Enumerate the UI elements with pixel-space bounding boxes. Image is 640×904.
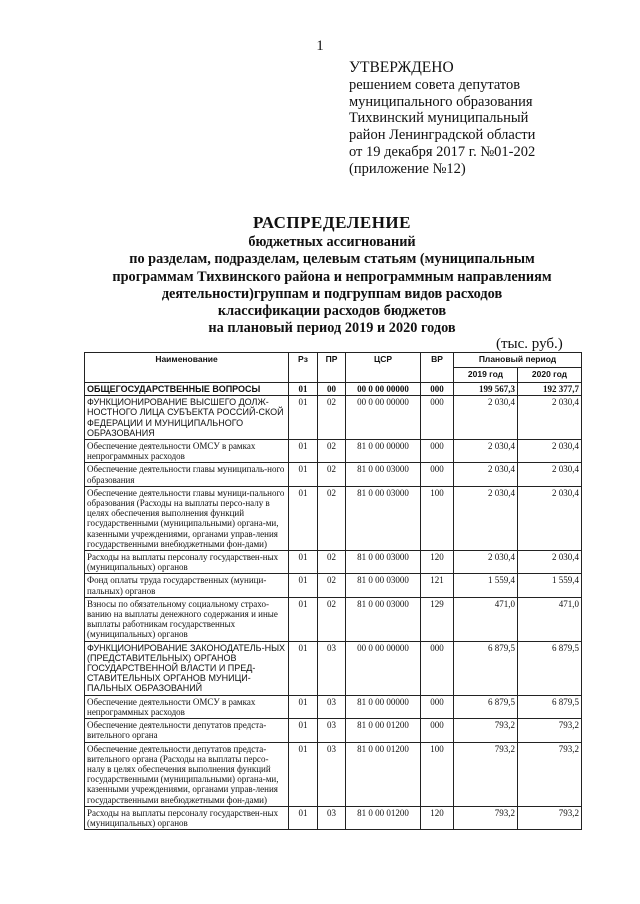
row-amount-2020: 6 879,5 — [518, 695, 582, 718]
row-vr: 000 — [421, 641, 454, 695]
row-csr: 81 0 00 03000 — [346, 486, 421, 550]
row-rz: 01 — [289, 597, 318, 641]
page-number: 1 — [316, 38, 324, 54]
row-amount-2019: 793,2 — [454, 719, 518, 742]
row-rz: 01 — [289, 463, 318, 486]
row-vr: 000 — [421, 695, 454, 718]
row-pr: 02 — [318, 574, 346, 597]
approval-line: район Ленинградской области — [349, 127, 536, 144]
row-name: Обеспечение деятельности главы муниципаль-ного образования — [85, 463, 289, 486]
row-amount-2019: 2 030,4 — [454, 440, 518, 463]
row-rz: 01 — [289, 641, 318, 695]
row-rz: 01 — [289, 695, 318, 718]
row-rz: 01 — [289, 383, 318, 396]
row-amount-2019: 2 030,4 — [454, 463, 518, 486]
row-vr: 129 — [421, 597, 454, 641]
row-csr: 00 0 00 00000 — [346, 641, 421, 695]
row-pr: 02 — [318, 551, 346, 574]
row-rz: 01 — [289, 719, 318, 742]
table-row — [85, 742, 582, 806]
row-pr: 02 — [318, 463, 346, 486]
row-amount-2020: 2 030,4 — [518, 463, 582, 486]
row-csr: 81 0 00 03000 — [346, 574, 421, 597]
row-amount-2019: 471,0 — [454, 597, 518, 641]
row-rz: 01 — [289, 396, 318, 440]
row-vr: 120 — [421, 806, 454, 829]
row-csr: 81 0 00 03000 — [346, 463, 421, 486]
row-pr: 02 — [318, 597, 346, 641]
header-csr: ЦСР — [346, 353, 421, 383]
header-2020: 2020 год — [518, 368, 582, 383]
row-name: Расходы на выплаты персоналу государствен-ных (муниципальных) органов — [85, 551, 289, 574]
heading-line: деятельности)группам и подгруппам видов расходов — [161, 285, 503, 302]
row-vr: 100 — [421, 742, 454, 806]
table-row — [85, 551, 582, 574]
row-amount-2019: 793,2 — [454, 806, 518, 829]
row-amount-2020: 2 030,4 — [518, 396, 582, 440]
table-row — [85, 719, 582, 742]
row-rz: 01 — [289, 574, 318, 597]
heading-line: программам Тихвинского района и непрограммным направлениям — [112, 268, 552, 285]
header-planned-period: Плановый период — [454, 353, 582, 368]
row-name: Обеспечение деятельности главы муници-пального образования (Расходы на выплаты персо-налу в целях обеспечения выполнения функций государственными (муниципальными) органа-ми, казенными учреждениями, органами управ-ления государственными внебюджетными фон-дами) — [85, 486, 289, 550]
row-pr: 03 — [318, 742, 346, 806]
approval-line: от 19 декабря 2017 г. №01-202 — [349, 143, 536, 160]
row-vr: 000 — [421, 396, 454, 440]
row-amount-2019: 6 879,5 — [454, 695, 518, 718]
row-rz: 01 — [289, 806, 318, 829]
approval-line: Тихвинский муниципальный — [349, 110, 529, 127]
row-amount-2020: 793,2 — [518, 719, 582, 742]
document-title: РАСПРЕДЕЛЕНИЕ — [253, 213, 411, 232]
approval-line: (приложение №12) — [349, 160, 466, 177]
row-pr: 00 — [318, 383, 346, 396]
row-name: Обеспечение деятельности депутатов предста-вительного органа — [85, 719, 289, 742]
row-amount-2020: 2 030,4 — [518, 440, 582, 463]
table-row — [85, 440, 582, 463]
row-name: Взносы по обязательному социальному страхо-ванию на выплаты денежного содержания и иные выплаты работникам государственных (муниципальных) органов — [85, 597, 289, 641]
row-csr: 00 0 00 00000 — [346, 396, 421, 440]
header-2019: 2019 год — [454, 368, 518, 383]
row-amount-2020: 1 559,4 — [518, 574, 582, 597]
row-csr: 81 0 00 00000 — [346, 695, 421, 718]
row-vr: 121 — [421, 574, 454, 597]
document-heading — [92, 213, 572, 338]
table-row — [85, 396, 582, 440]
row-vr: 000 — [421, 719, 454, 742]
row-pr: 02 — [318, 396, 346, 440]
row-csr: 81 0 00 03000 — [346, 597, 421, 641]
table-row — [85, 641, 582, 695]
row-csr: 81 0 00 00000 — [346, 440, 421, 463]
row-amount-2020: 192 377,7 — [518, 383, 582, 396]
row-vr: 100 — [421, 486, 454, 550]
row-amount-2020: 793,2 — [518, 806, 582, 829]
table-row — [85, 806, 582, 829]
heading-line: по разделам, подразделам, целевым статьям (муниципальным — [129, 251, 535, 268]
header-pr: ПР — [318, 353, 346, 383]
table-row — [85, 574, 582, 597]
header-rz: Рз — [289, 353, 318, 383]
header-vr: ВР — [421, 353, 454, 383]
table-row — [85, 383, 582, 396]
row-name: ОБЩЕГОСУДАРСТВЕННЫЕ ВОПРОСЫ — [85, 383, 289, 396]
row-name: Фонд оплаты труда государственных (муници-пальных) органов — [85, 574, 289, 597]
table-row — [85, 463, 582, 486]
heading-line: бюджетных ассигнований — [248, 234, 416, 250]
row-pr: 03 — [318, 641, 346, 695]
row-name: Расходы на выплаты персоналу государствен-ных (муниципальных) органов — [85, 806, 289, 829]
row-amount-2019: 6 879,5 — [454, 641, 518, 695]
row-pr: 03 — [318, 806, 346, 829]
row-vr: 000 — [421, 463, 454, 486]
row-csr: 81 0 00 01200 — [346, 806, 421, 829]
approval-title: УТВЕРЖДЕНО — [349, 59, 454, 76]
row-csr: 81 0 00 03000 — [346, 551, 421, 574]
row-pr: 03 — [318, 719, 346, 742]
approval-line: решением совета депутатов — [349, 76, 521, 93]
row-name: Обеспечение деятельности депутатов предста-вительного органа (Расходы на выплаты персо-налу в целях обеспечения выполнения функций государственными (муниципальными) органа-ми, казенными учреждениями, органами управ-ления государственными внебюджетными фон-дами) — [85, 742, 289, 806]
row-csr: 81 0 00 01200 — [346, 719, 421, 742]
table-row — [85, 486, 582, 550]
row-vr: 120 — [421, 551, 454, 574]
row-amount-2019: 2 030,4 — [454, 396, 518, 440]
row-amount-2019: 199 567,3 — [454, 383, 518, 396]
heading-line: классификации расходов бюджетов — [217, 303, 447, 320]
row-rz: 01 — [289, 742, 318, 806]
table-body — [85, 383, 582, 830]
row-amount-2019: 1 559,4 — [454, 574, 518, 597]
approval-line: муниципального образования — [349, 93, 533, 110]
row-rz: 01 — [289, 486, 318, 550]
row-amount-2020: 471,0 — [518, 597, 582, 641]
row-name: ФУНКЦИОНИРОВАНИЕ ВЫСШЕГО ДОЛЖ-НОСТНОГО ЛИЦА СУБЪЕКТА РОССИЙ-СКОЙ ФЕДЕРАЦИИ И МУНИЦИПАЛЬНОГО ОБРАЗОВАНИЯ — [85, 396, 289, 440]
row-amount-2019: 2 030,4 — [454, 486, 518, 550]
heading-line: на плановый период 2019 и 2020 годов — [208, 320, 456, 337]
header-name: Наименование — [85, 353, 289, 383]
row-name: Обеспечение деятельности ОМСУ в рамках непрограммных расходов — [85, 440, 289, 463]
row-name: ФУНКЦИОНИРОВАНИЕ ЗАКОНОДАТЕЛЬ-НЫХ (ПРЕДСТАВИТЕЛЬНЫХ) ОРГАНОВ ГОСУДАРСТВЕННОЙ ВЛАСТИ И ПРЕД-СТАВИТЕЛЬНЫХ ОРГАНОВ МУНИЦИ-ПАЛЬНЫХ ОБРАЗОВАНИЙ — [85, 641, 289, 695]
row-amount-2019: 793,2 — [454, 742, 518, 806]
units-label: (тыс. руб.) — [496, 336, 563, 352]
row-pr: 02 — [318, 486, 346, 550]
row-amount-2020: 2 030,4 — [518, 551, 582, 574]
row-amount-2020: 2 030,4 — [518, 486, 582, 550]
row-vr: 000 — [421, 440, 454, 463]
row-pr: 03 — [318, 695, 346, 718]
table-row — [85, 597, 582, 641]
row-amount-2020: 793,2 — [518, 742, 582, 806]
row-rz: 01 — [289, 551, 318, 574]
row-amount-2020: 6 879,5 — [518, 641, 582, 695]
row-vr: 000 — [421, 383, 454, 396]
row-pr: 02 — [318, 440, 346, 463]
row-amount-2019: 2 030,4 — [454, 551, 518, 574]
row-rz: 01 — [289, 440, 318, 463]
table-row — [85, 695, 582, 718]
approval-stamp — [349, 60, 535, 178]
row-csr: 00 0 00 00000 — [346, 383, 421, 396]
row-csr: 81 0 00 01200 — [346, 742, 421, 806]
budget-table — [84, 352, 582, 830]
row-name: Обеспечение деятельности ОМСУ в рамках непрограммных расходов — [85, 695, 289, 718]
